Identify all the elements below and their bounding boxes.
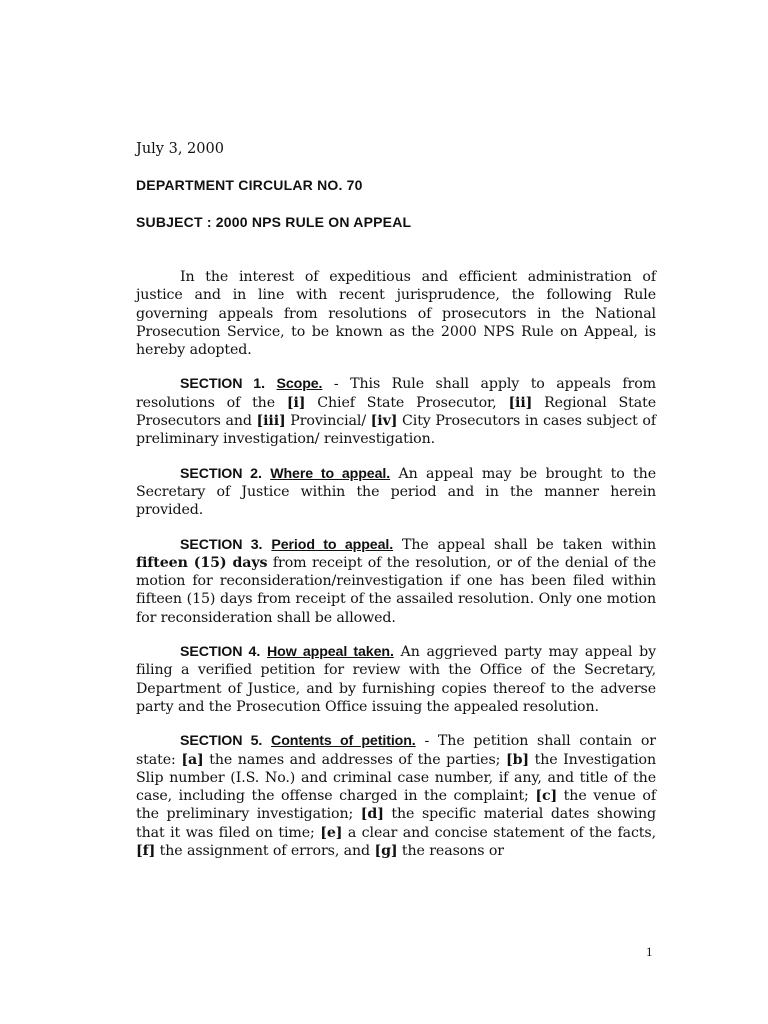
section-4 xyxy=(136,643,656,716)
circular-number: DEPARTMENT CIRCULAR NO. 70 xyxy=(136,177,363,193)
period-emphasis: fifteen (15) days xyxy=(136,554,268,571)
section-1 xyxy=(136,375,656,448)
item-marker: [f] xyxy=(136,843,156,860)
section-2 xyxy=(136,465,656,520)
section-text: the specific material dates showing that it was filed on time; xyxy=(136,806,657,841)
section-title: Contents of petition. xyxy=(271,733,416,750)
section-number: SECTION 1. xyxy=(180,376,265,393)
item-marker: [iii] xyxy=(256,413,286,430)
document-date: July 3, 2000 xyxy=(136,141,224,157)
section-text: from receipt of the resolution, or of the denial of the motion for reconsideration/reinvestigation if one has been filed within fifteen (15) days from receipt of the assailed resolution. Only one motion for reconsideration shall be allowed. xyxy=(136,554,656,626)
item-marker: [g] xyxy=(374,843,398,860)
item-marker: [b] xyxy=(505,751,529,768)
section-title: Period to appeal. xyxy=(271,536,394,553)
item-marker: [a] xyxy=(181,751,204,768)
page-number: 1 xyxy=(646,944,653,959)
item-marker: [i] xyxy=(286,394,306,411)
section-title: How appeal taken. xyxy=(266,644,394,661)
section-number: SECTION 2. xyxy=(180,465,262,482)
item-marker: [e] xyxy=(320,824,343,841)
item-marker: [ii] xyxy=(508,394,533,411)
section-3 xyxy=(136,536,656,627)
section-number: SECTION 3. xyxy=(180,536,263,553)
section-text: the venue of the preliminary investigation; xyxy=(136,788,656,823)
item-marker: [c] xyxy=(535,788,558,805)
section-text: the Investigation Slip number (I.S. No.) and criminal case number, if any, and title of the case, including the offense charged in the complaint; xyxy=(136,751,656,805)
item-marker: [d] xyxy=(360,806,384,823)
section-number: SECTION 5. xyxy=(180,733,263,750)
section-text: An appeal may be brought to the Secretary of Justice within the period and in the manner herein provided. xyxy=(136,465,656,519)
section-text: the reasons or xyxy=(397,843,504,860)
section-text: the names and addresses of the parties; xyxy=(203,751,506,768)
intro-paragraph: In the interest of expeditious and efficient administration of justice and in line with recent jurisprudence, the following Rule governing appeals from resolutions of prosecutors in the National Prosecution Service, to be known as the 2000 NPS Rule on Appeal, is hereby adopted. xyxy=(136,269,656,359)
section-text: - This Rule shall apply to appeals from resolutions of the xyxy=(136,376,656,411)
section-text: a clear and concise statement of the facts, xyxy=(342,824,656,841)
section-title: Scope. xyxy=(276,376,323,393)
section-text: The appeal shall be taken within xyxy=(393,536,656,553)
section-5 xyxy=(136,732,656,860)
section-number: SECTION 4. xyxy=(180,644,261,661)
document-body xyxy=(136,140,656,876)
item-marker: [iv] xyxy=(370,413,398,430)
section-title: Where to appeal. xyxy=(270,465,391,482)
section-text: City Prosecutors in cases subject of preliminary investigation/ reinvestigation. xyxy=(136,413,656,448)
section-text: Chief State Prosecutor, xyxy=(305,394,509,411)
section-text: - The petition shall contain or state: xyxy=(136,733,656,768)
section-text: Provincial/ xyxy=(285,413,371,430)
section-text: An aggrieved party may appeal by filing a verified petition for review with the Office of the Secretary, Department of Justice, and by furnishing copies thereof to the adverse party and the Prosecution Office issuing the appealed resolution. xyxy=(136,644,656,715)
section-text: the assignment of errors, and xyxy=(155,843,375,860)
section-text: Regional State Prosecutors and xyxy=(136,394,656,430)
subject-line: SUBJECT : 2000 NPS RULE ON APPEAL xyxy=(136,214,412,230)
